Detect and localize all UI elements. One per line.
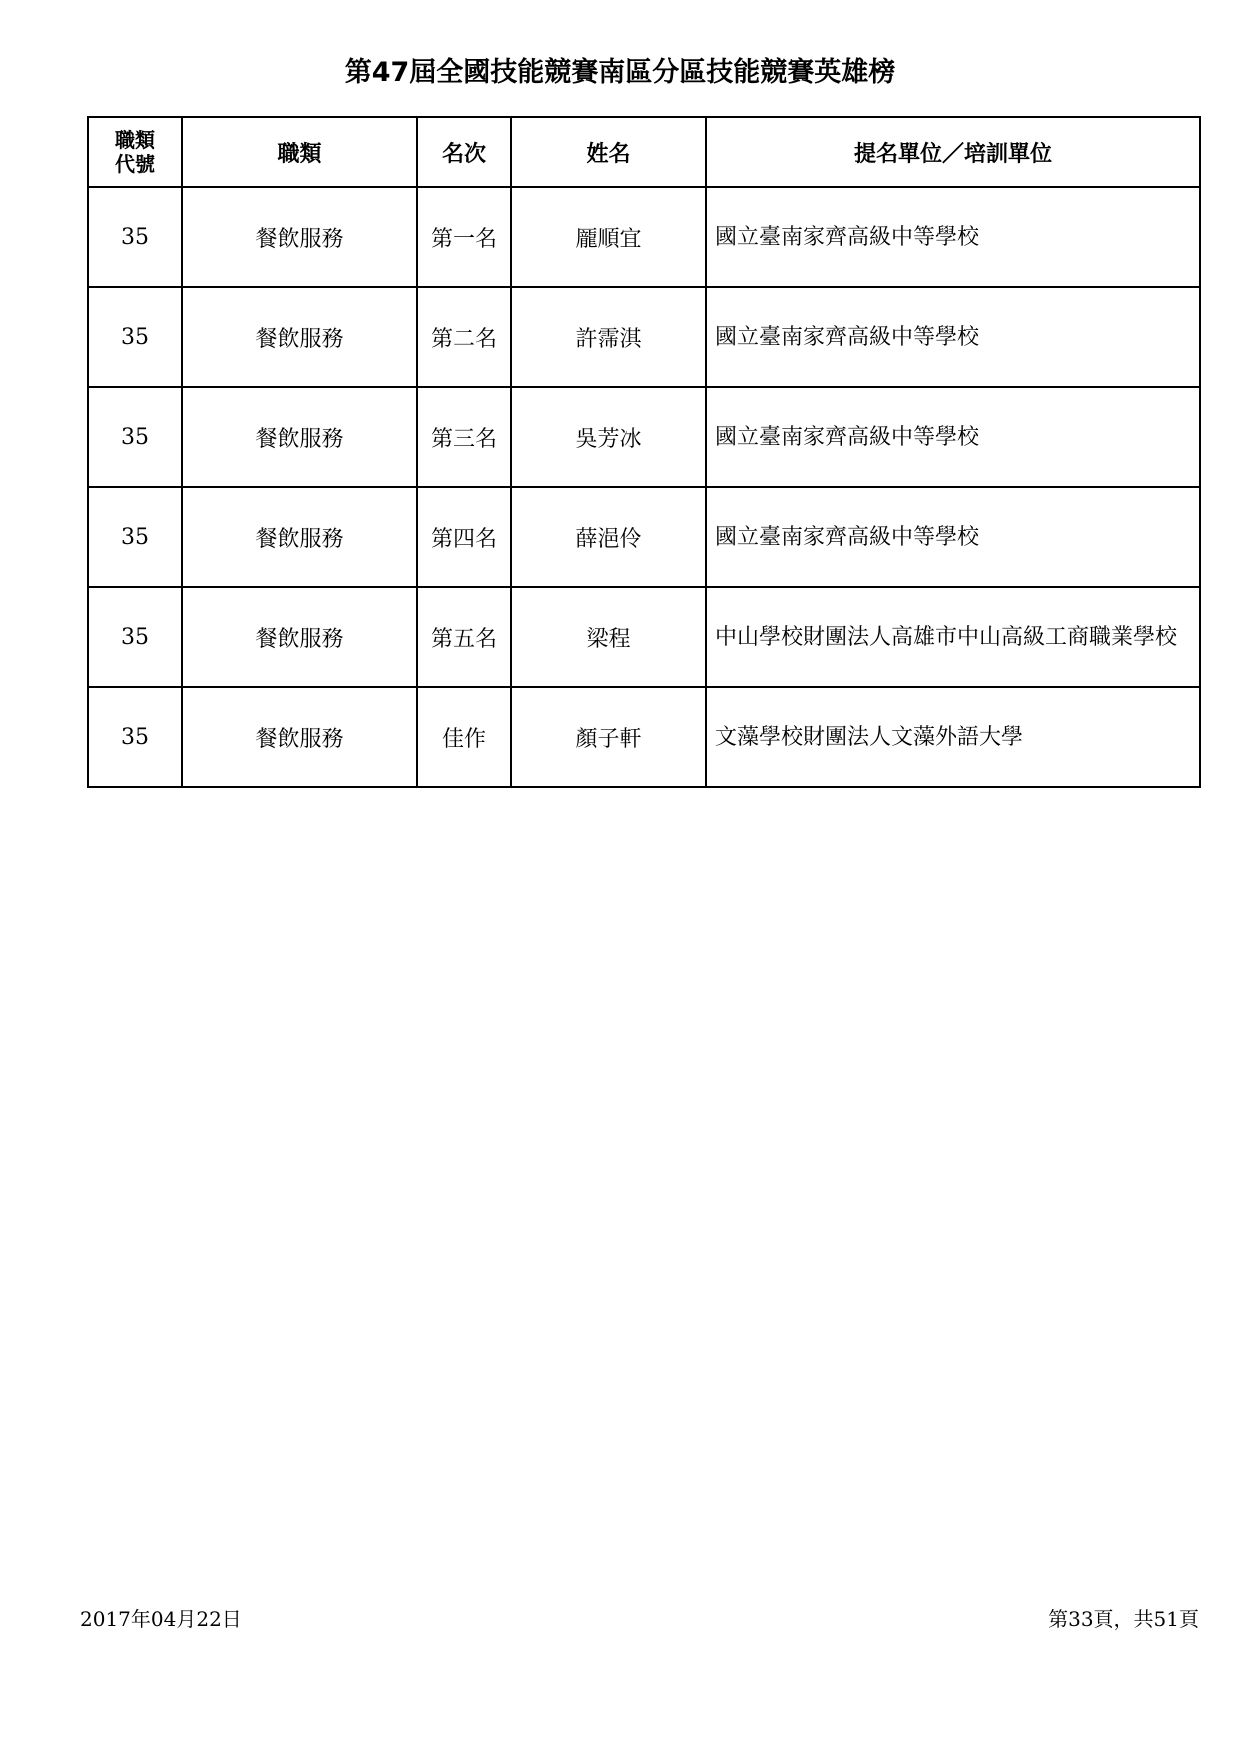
cell-name: 梁程: [511, 587, 706, 687]
header-category-code: [88, 117, 182, 187]
header-category-code-line2: 代號: [115, 152, 155, 176]
cell-category: 餐飲服務: [182, 387, 417, 487]
cell-rank: 佳作: [417, 687, 511, 787]
footer-date: 2017年04月22日: [80, 1607, 242, 1631]
cell-code: 35: [88, 687, 182, 787]
cell-rank: 第四名: [417, 487, 511, 587]
cell-name: 吳芳冰: [511, 387, 706, 487]
cell-rank: 第二名: [417, 287, 511, 387]
table-row: [88, 587, 1200, 687]
table-row: [88, 487, 1200, 587]
table-row: [88, 387, 1200, 487]
footer-page-number: 第33頁，共51頁: [1048, 1607, 1199, 1631]
cell-unit: 中山學校財團法人高雄市中山高級工商職業學校: [706, 587, 1200, 687]
cell-unit: 國立臺南家齊高級中等學校: [706, 387, 1200, 487]
cell-code: 35: [88, 387, 182, 487]
header-category-code-line1: 職類: [115, 128, 155, 152]
table-header-row: [88, 117, 1200, 187]
cell-category: 餐飲服務: [182, 487, 417, 587]
cell-category: 餐飲服務: [182, 687, 417, 787]
cell-unit: 國立臺南家齊高級中等學校: [706, 187, 1200, 287]
cell-code: 35: [88, 587, 182, 687]
table-row: [88, 287, 1200, 387]
cell-category: 餐飲服務: [182, 587, 417, 687]
cell-category: 餐飲服務: [182, 287, 417, 387]
header-unit: 提名單位／培訓單位: [706, 117, 1200, 187]
cell-unit: 國立臺南家齊高級中等學校: [706, 487, 1200, 587]
cell-unit: 文藻學校財團法人文藻外語大學: [706, 687, 1200, 787]
cell-name: 許霈淇: [511, 287, 706, 387]
cell-code: 35: [88, 187, 182, 287]
cell-unit: 國立臺南家齊高級中等學校: [706, 287, 1200, 387]
cell-code: 35: [88, 487, 182, 587]
page-title: 第47屆全國技能競賽南區分區技能競賽英雄榜: [344, 57, 896, 88]
header-rank: 名次: [417, 117, 511, 187]
cell-rank: 第一名: [417, 187, 511, 287]
table-row: [88, 687, 1200, 787]
cell-rank: 第三名: [417, 387, 511, 487]
cell-code: 35: [88, 287, 182, 387]
header-category: 職類: [182, 117, 417, 187]
results-table: [87, 116, 1201, 788]
cell-category: 餐飲服務: [182, 187, 417, 287]
table-row: [88, 187, 1200, 287]
cell-name: 龎順宜: [511, 187, 706, 287]
cell-rank: 第五名: [417, 587, 511, 687]
header-name: 姓名: [511, 117, 706, 187]
cell-name: 顏子軒: [511, 687, 706, 787]
cell-name: 薛浥伶: [511, 487, 706, 587]
